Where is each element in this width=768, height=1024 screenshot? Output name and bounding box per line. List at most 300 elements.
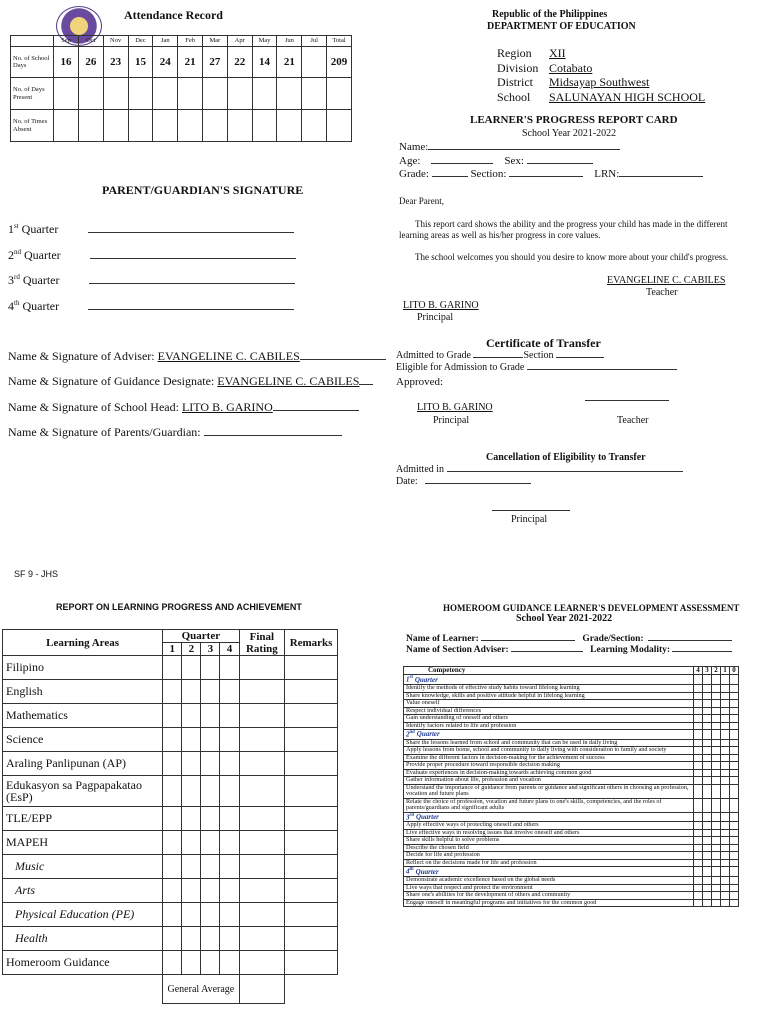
rating-cell[interactable] [694, 739, 703, 747]
rating-cell[interactable] [703, 754, 712, 762]
rating-cell[interactable] [694, 884, 703, 892]
competency-text: Examine the different factors in decision-making for the achievement of success [404, 754, 694, 762]
competency-text: Share skills helpful to solve problems [404, 837, 694, 845]
rating-cell[interactable] [703, 769, 712, 777]
rating-cell[interactable] [721, 877, 730, 885]
transfer-principal-role: Principal [433, 415, 470, 426]
rating-cell[interactable] [703, 700, 712, 708]
month-header: Jan [153, 36, 178, 47]
month-header: Feb [178, 36, 203, 47]
grade-cell[interactable] [182, 776, 201, 807]
rating-cell[interactable] [730, 707, 739, 715]
grade-cell[interactable] [182, 656, 201, 680]
rating-cell[interactable] [703, 685, 712, 693]
month-header: Jun [277, 36, 302, 47]
rating-cell[interactable] [703, 715, 712, 723]
rating-cell[interactable] [712, 707, 721, 715]
attendance-cell [178, 110, 203, 142]
quarter-signature-row: 1st Quarter [8, 222, 296, 248]
grade-cell[interactable] [163, 656, 182, 680]
parents-signature: Name & Signature of Parents/Guardian: [8, 425, 342, 440]
rating-cell[interactable] [694, 852, 703, 860]
transfer-fields: Admitted to Grade Section Eligible for Admission to Grade Approved: [396, 350, 677, 388]
month-header: Dec [128, 36, 153, 47]
grade-cell[interactable] [163, 704, 182, 728]
attendance-cell [252, 110, 277, 142]
competency-text: Identify factors related to life and profession [404, 722, 694, 730]
competency-text: Understand the importance of guidance from parents or guidance and significant others in choosing an profession, vocation and future plans [404, 784, 694, 798]
grade-cell[interactable] [239, 752, 285, 776]
rating-cell[interactable] [703, 798, 712, 812]
grade-cell[interactable] [201, 680, 220, 704]
learning-area-name: TLE/EPP [3, 807, 163, 831]
rating-cell[interactable] [694, 784, 703, 798]
grade-cell[interactable] [220, 879, 239, 903]
grade-cell[interactable] [163, 951, 182, 975]
rating-cell[interactable] [712, 837, 721, 845]
rating-cell[interactable] [730, 852, 739, 860]
learning-area-row [3, 776, 338, 807]
department-label: DEPARTMENT OF EDUCATION [487, 21, 636, 32]
rating-cell[interactable] [730, 784, 739, 798]
rating-cell[interactable] [712, 700, 721, 708]
rating-cell[interactable] [703, 837, 712, 845]
grade-cell[interactable] [239, 656, 285, 680]
rating-header: 1 [721, 667, 730, 675]
grade-cell[interactable] [220, 680, 239, 704]
competency-row [404, 700, 739, 708]
grade-cell[interactable] [163, 776, 182, 807]
learning-area-name: Health [3, 927, 163, 951]
quarter-signature-row: 3rd Quarter [8, 273, 296, 299]
grade-cell[interactable] [163, 680, 182, 704]
rating-cell[interactable] [694, 762, 703, 770]
transfer-principal-name: LITO B. GARINO [417, 402, 493, 413]
competency-text: Respect individual differences [404, 707, 694, 715]
rating-cell[interactable] [730, 722, 739, 730]
transfer-title: Certificate of Transfer [486, 336, 601, 350]
rating-cell[interactable] [703, 884, 712, 892]
rating-cell[interactable] [703, 784, 712, 798]
rating-cell[interactable] [712, 859, 721, 867]
rating-cell[interactable] [694, 837, 703, 845]
rating-cell[interactable] [721, 700, 730, 708]
grade-cell[interactable] [239, 831, 285, 855]
grade-cell[interactable] [163, 879, 182, 903]
learning-area-row [3, 855, 338, 879]
rating-cell[interactable] [712, 747, 721, 755]
rating-cell[interactable] [712, 899, 721, 907]
learning-area-name: Music [3, 855, 163, 879]
grade-cell[interactable] [201, 728, 220, 752]
month-header: Sep [54, 36, 79, 47]
rating-cell[interactable] [730, 798, 739, 812]
rating-cell[interactable] [730, 715, 739, 723]
rating-cell[interactable] [721, 747, 730, 755]
rating-cell[interactable] [721, 784, 730, 798]
grade-cell[interactable] [239, 680, 285, 704]
competency-row [404, 899, 739, 907]
attendance-cell: 16 [54, 47, 79, 78]
grade-cell[interactable] [239, 903, 285, 927]
rating-cell[interactable] [721, 777, 730, 785]
grade-cell[interactable] [182, 831, 201, 855]
quarter-2: 2 [182, 643, 201, 656]
grade-cell[interactable] [285, 903, 338, 927]
grade-cell[interactable] [285, 855, 338, 879]
grade-cell[interactable] [201, 807, 220, 831]
attendance-cell: 23 [103, 47, 128, 78]
attendance-cell [327, 78, 352, 110]
learning-area-row [3, 831, 338, 855]
attendance-cell [54, 110, 79, 142]
report-card-school-year: School Year 2021-2022 [522, 128, 617, 139]
grade-cell[interactable] [220, 927, 239, 951]
rating-cell[interactable] [730, 777, 739, 785]
learner-info: Name: Age: Sex: Grade: Section: LRN: [399, 141, 703, 182]
attendance-cell [103, 78, 128, 110]
month-header: Jul [302, 36, 327, 47]
rating-cell[interactable] [694, 722, 703, 730]
homeroom-info: Name of Learner: Grade/Section: Name of Section Adviser: Learning Modality: [406, 634, 732, 656]
rating-cell[interactable] [721, 707, 730, 715]
grade-cell[interactable] [285, 752, 338, 776]
learning-area-row [3, 807, 338, 831]
dear-parent: Dear Parent, [399, 196, 444, 206]
rating-cell[interactable] [712, 762, 721, 770]
rating-cell[interactable] [721, 837, 730, 845]
attendance-row-label: No. of Times Absent [11, 110, 54, 142]
rating-cell[interactable] [703, 722, 712, 730]
attendance-cell [252, 78, 277, 110]
rating-cell[interactable] [694, 769, 703, 777]
rating-cell[interactable] [694, 692, 703, 700]
competency-text: Demonstrate academic excellence based on the global needs [404, 877, 694, 885]
attendance-cell [203, 78, 228, 110]
attendance-cell [277, 110, 302, 142]
rating-cell[interactable] [712, 739, 721, 747]
grade-cell[interactable] [220, 855, 239, 879]
attendance-cell [302, 78, 327, 110]
rating-cell[interactable] [730, 829, 739, 837]
rating-cell[interactable] [730, 844, 739, 852]
grade-cell[interactable] [220, 807, 239, 831]
rating-cell[interactable] [694, 754, 703, 762]
attendance-cell: 22 [227, 47, 252, 78]
rating-cell[interactable] [703, 692, 712, 700]
attendance-cell [302, 47, 327, 78]
rating-cell[interactable] [703, 852, 712, 860]
rating-cell[interactable] [694, 707, 703, 715]
rating-cell[interactable] [703, 822, 712, 830]
rating-cell[interactable] [721, 822, 730, 830]
rating-cell[interactable] [721, 739, 730, 747]
grade-cell[interactable] [201, 855, 220, 879]
grade-cell[interactable] [182, 728, 201, 752]
grade-cell[interactable] [182, 704, 201, 728]
rating-cell[interactable] [730, 700, 739, 708]
grade-cell[interactable] [285, 927, 338, 951]
rating-cell[interactable] [694, 892, 703, 900]
attendance-cell [227, 78, 252, 110]
month-header: Apr [227, 36, 252, 47]
rating-cell[interactable] [694, 859, 703, 867]
transfer-teacher-role: Teacher [617, 415, 649, 426]
grade-cell[interactable] [239, 704, 285, 728]
grade-cell[interactable] [163, 807, 182, 831]
rating-cell[interactable] [703, 707, 712, 715]
attendance-row-label: No. of School Days [11, 47, 54, 78]
quarter-signature-list [8, 222, 296, 324]
learning-area-row [3, 927, 338, 951]
rating-cell[interactable] [712, 892, 721, 900]
competency-text: Provide proper procedure toward responsible decision making [404, 762, 694, 770]
rating-cell[interactable] [712, 884, 721, 892]
attendance-cell [54, 78, 79, 110]
rating-cell[interactable] [703, 892, 712, 900]
rating-cell[interactable] [703, 829, 712, 837]
rating-cell[interactable] [730, 685, 739, 693]
rating-cell[interactable] [694, 777, 703, 785]
competency-row [404, 784, 739, 798]
rating-cell[interactable] [730, 859, 739, 867]
attendance-cell [78, 78, 103, 110]
grade-cell[interactable] [285, 776, 338, 807]
rating-cell[interactable] [721, 722, 730, 730]
teacher-name: EVANGELINE C. CABILES [607, 275, 726, 286]
rating-cell[interactable] [694, 822, 703, 830]
rating-cell[interactable] [694, 747, 703, 755]
grade-cell[interactable] [239, 728, 285, 752]
competency-row [404, 892, 739, 900]
grade-cell[interactable] [182, 951, 201, 975]
competency-text: Describe the chosen field [404, 844, 694, 852]
grade-cell[interactable] [163, 903, 182, 927]
rating-cell[interactable] [694, 798, 703, 812]
grade-cell[interactable] [163, 831, 182, 855]
rating-cell[interactable] [730, 837, 739, 845]
rating-cell[interactable] [721, 692, 730, 700]
competency-quarter-row: 2nd Quarter [404, 730, 739, 740]
grade-cell[interactable] [239, 879, 285, 903]
grade-cell[interactable] [285, 704, 338, 728]
rating-cell[interactable] [712, 822, 721, 830]
grade-cell[interactable] [201, 831, 220, 855]
rating-cell[interactable] [721, 892, 730, 900]
rating-cell[interactable] [712, 722, 721, 730]
grade-cell[interactable] [182, 807, 201, 831]
rating-cell[interactable] [703, 899, 712, 907]
rating-cell[interactable] [730, 769, 739, 777]
grade-cell[interactable] [182, 927, 201, 951]
cancellation-fields: Admitted in Date: [396, 464, 683, 488]
report-card-para1: This report card shows the ability and the progress your child has made in the different learning areas as well as his/her progress in core values. [399, 219, 728, 240]
rating-cell[interactable] [712, 715, 721, 723]
learning-area-row [3, 951, 338, 975]
grade-cell[interactable] [201, 927, 220, 951]
rating-cell[interactable] [703, 844, 712, 852]
rating-cell[interactable] [730, 762, 739, 770]
grade-cell[interactable] [201, 776, 220, 807]
grade-cell[interactable] [285, 680, 338, 704]
grade-cell[interactable] [182, 903, 201, 927]
grade-cell[interactable] [201, 656, 220, 680]
grade-cell[interactable] [163, 728, 182, 752]
learning-area-name: English [3, 680, 163, 704]
attendance-cell [153, 78, 178, 110]
attendance-cell: 21 [277, 47, 302, 78]
rating-cell[interactable] [712, 798, 721, 812]
rating-cell[interactable] [721, 852, 730, 860]
grade-cell[interactable] [220, 704, 239, 728]
attendance-cell [203, 110, 228, 142]
grade-cell[interactable] [285, 807, 338, 831]
rating-cell[interactable] [721, 715, 730, 723]
grade-cell[interactable] [239, 807, 285, 831]
month-header: Oct [78, 36, 103, 47]
rating-cell[interactable] [721, 798, 730, 812]
grade-cell[interactable] [182, 855, 201, 879]
grade-cell[interactable] [182, 752, 201, 776]
grade-cell[interactable] [201, 704, 220, 728]
rating-header: 4 [694, 667, 703, 675]
rating-cell[interactable] [703, 762, 712, 770]
rating-cell[interactable] [721, 859, 730, 867]
rating-cell[interactable] [694, 829, 703, 837]
grade-cell[interactable] [220, 831, 239, 855]
grade-cell[interactable] [163, 752, 182, 776]
rating-cell[interactable] [694, 700, 703, 708]
grade-cell[interactable] [182, 680, 201, 704]
rating-cell[interactable] [730, 877, 739, 885]
rating-cell[interactable] [703, 777, 712, 785]
competency-row [404, 685, 739, 693]
rating-cell[interactable] [694, 715, 703, 723]
rating-cell[interactable] [721, 829, 730, 837]
rating-cell[interactable] [730, 899, 739, 907]
month-header: Nov [103, 36, 128, 47]
learning-title: REPORT ON LEARNING PROGRESS AND ACHIEVEMENT [56, 602, 302, 612]
rating-cell[interactable] [721, 844, 730, 852]
learning-area-name: Mathematics [3, 704, 163, 728]
competency-row [404, 859, 739, 867]
rating-cell[interactable] [712, 777, 721, 785]
rating-cell[interactable] [730, 822, 739, 830]
grade-cell[interactable] [182, 879, 201, 903]
parent-signature-title: PARENT/GUARDIAN'S SIGNATURE [102, 183, 304, 197]
col-quarter: Quarter [163, 630, 239, 643]
grade-cell[interactable] [239, 855, 285, 879]
rating-cell[interactable] [721, 685, 730, 693]
grade-cell[interactable] [239, 776, 285, 807]
grade-cell[interactable] [285, 831, 338, 855]
col-learning-areas: Learning Areas [3, 630, 163, 656]
grade-cell[interactable] [220, 656, 239, 680]
competency-text: Share the lessons learned from school and community that can be used in daily living [404, 739, 694, 747]
principal-role: Principal [417, 312, 454, 323]
rating-cell[interactable] [703, 747, 712, 755]
grade-cell[interactable] [220, 728, 239, 752]
rating-cell[interactable] [730, 754, 739, 762]
grade-cell[interactable] [239, 927, 285, 951]
learning-area-name: Science [3, 728, 163, 752]
rating-cell[interactable] [712, 844, 721, 852]
grade-cell[interactable] [201, 951, 220, 975]
grade-cell[interactable] [201, 752, 220, 776]
rating-cell[interactable] [712, 685, 721, 693]
grade-cell[interactable] [220, 951, 239, 975]
competency-row [404, 877, 739, 885]
learning-area-name: Homeroom Guidance [3, 951, 163, 975]
rating-cell[interactable] [694, 844, 703, 852]
rating-cell[interactable] [712, 877, 721, 885]
grade-cell[interactable] [163, 927, 182, 951]
rating-cell[interactable] [703, 739, 712, 747]
rating-header: 2 [712, 667, 721, 675]
rating-cell[interactable] [730, 692, 739, 700]
rating-cell[interactable] [703, 859, 712, 867]
rating-cell[interactable] [730, 884, 739, 892]
rating-cell[interactable] [712, 769, 721, 777]
rating-cell[interactable] [694, 685, 703, 693]
grade-cell[interactable] [163, 855, 182, 879]
rating-cell[interactable] [730, 747, 739, 755]
rating-cell[interactable] [721, 762, 730, 770]
grade-cell[interactable] [285, 951, 338, 975]
cancellation-title: Cancellation of Eligibility to Transfer [486, 452, 646, 463]
rating-cell[interactable] [703, 877, 712, 885]
grade-cell[interactable] [201, 903, 220, 927]
attendance-cell: 209 [327, 47, 352, 78]
general-average-value[interactable] [239, 975, 285, 1004]
rating-cell[interactable] [712, 692, 721, 700]
grade-cell[interactable] [285, 656, 338, 680]
rating-cell[interactable] [712, 784, 721, 798]
rating-cell[interactable] [721, 754, 730, 762]
learning-area-row [3, 728, 338, 752]
rating-cell[interactable] [712, 852, 721, 860]
quarter-signature-row: 2nd Quarter [8, 248, 296, 274]
grade-cell[interactable] [220, 776, 239, 807]
rating-cell[interactable] [694, 877, 703, 885]
col-competency: Competency [404, 667, 694, 675]
learning-area-name: Arts [3, 879, 163, 903]
rating-cell[interactable] [721, 899, 730, 907]
grade-cell[interactable] [220, 752, 239, 776]
rating-cell[interactable] [694, 899, 703, 907]
grade-cell[interactable] [220, 903, 239, 927]
grade-cell[interactable] [285, 728, 338, 752]
grade-cell[interactable] [285, 879, 338, 903]
rating-cell[interactable] [730, 892, 739, 900]
rating-cell[interactable] [712, 829, 721, 837]
grade-cell[interactable] [239, 951, 285, 975]
grade-cell[interactable] [201, 879, 220, 903]
rating-cell[interactable] [712, 754, 721, 762]
competency-quarter-row: 3rd Quarter [404, 812, 739, 822]
rating-cell[interactable] [721, 884, 730, 892]
attendance-cell [178, 78, 203, 110]
rating-header: 0 [730, 667, 739, 675]
homeroom-school-year: School Year 2021-2022 [516, 613, 613, 624]
attendance-cell: 21 [178, 47, 203, 78]
rating-cell[interactable] [730, 739, 739, 747]
competency-text: Decide for life and profession [404, 852, 694, 860]
rating-cell[interactable] [721, 769, 730, 777]
competency-text: Reflect on the decisions made for life and profession [404, 859, 694, 867]
transfer-teacher-line [585, 400, 669, 401]
competency-row [404, 722, 739, 730]
